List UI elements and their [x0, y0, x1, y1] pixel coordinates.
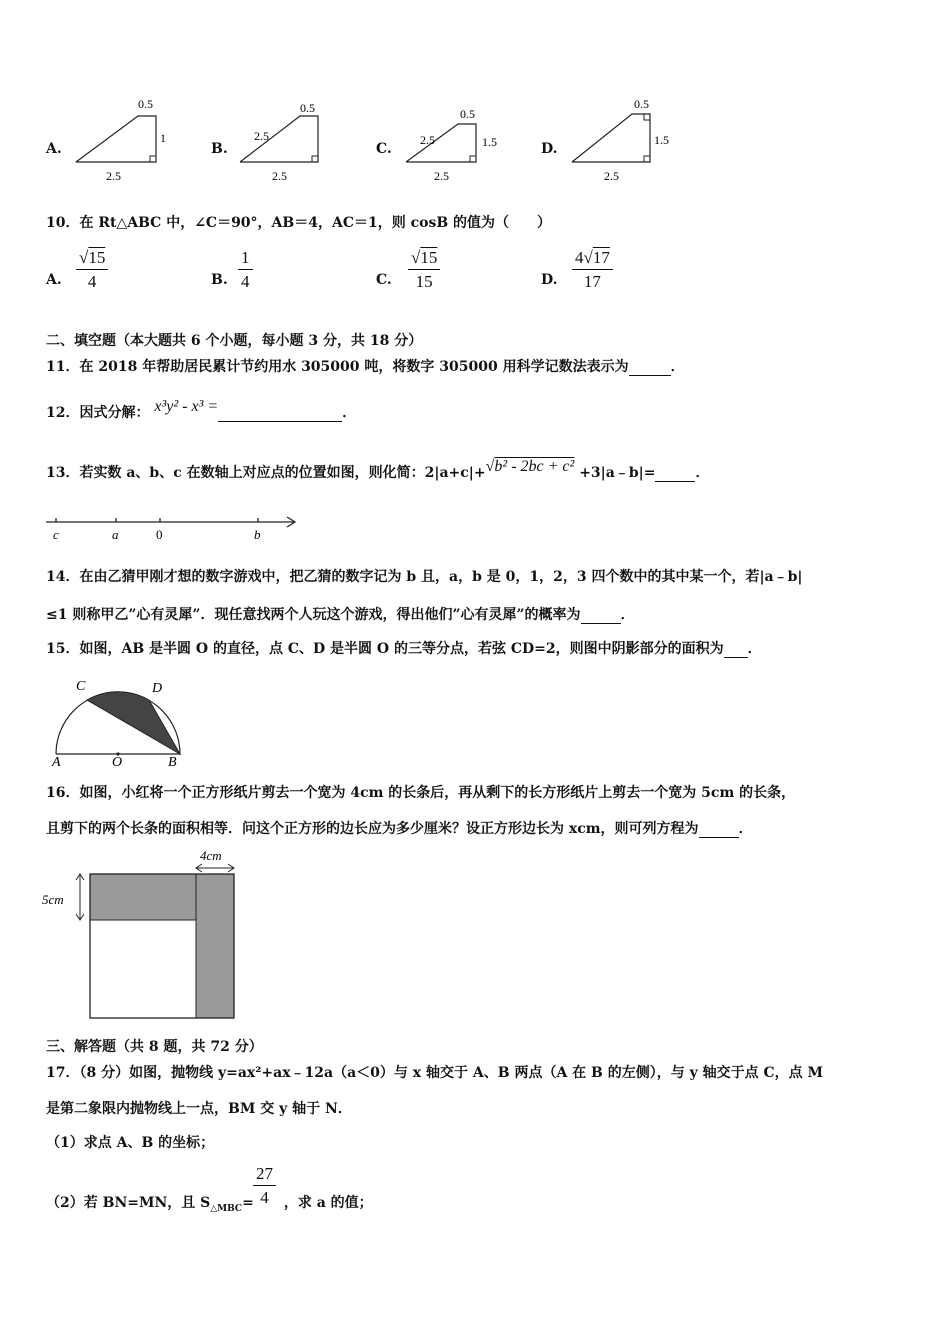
answer-blank-13 — [655, 465, 695, 482]
section-3-heading: 三、解答题（共 8 题，共 72 分） — [46, 1039, 263, 1055]
q10-option-d-coef: 4 — [575, 248, 584, 267]
option-a-side: 1 — [160, 131, 166, 145]
question-14-text: ≤1 则称甲乙”心有灵犀”．现任意找两个人玩这个游戏，得出他们”心有灵犀”的概率为 — [46, 607, 581, 623]
question-10: 10．在 Rt△ABC 中，∠C＝90°，AB＝4，AC＝1，则 cosB 的值为（ ） — [46, 215, 552, 231]
number-line-label-a: a — [112, 527, 119, 542]
semicircle-label-o: O — [112, 755, 123, 768]
question-17-part2-eq: = — [242, 1195, 254, 1211]
q10-option-a-label: A. — [46, 272, 62, 288]
q10-option-d-den: 17 — [583, 272, 601, 291]
question-14-line2: ≤1 则称甲乙”心有灵犀”．现任意找两个人玩这个游戏，得出他们”心有灵犀”的概率为 ． — [46, 607, 635, 623]
option-c-top: 0.5 — [460, 107, 475, 121]
question-16-line1: 16．如图，小红将一个正方形纸片剪去一个宽为 4cm 的长条后，再从剩下的长方形纸片上剪去一个宽为 5cm 的长条， — [46, 785, 796, 801]
question-15: 15．如图，AB 是半圆 O 的直径，点 C、D 是半圆 O 的三等分点，若弦 CD=2，则图中阴影部分的面积为 ． — [46, 641, 762, 657]
option-d-figure — [566, 96, 676, 188]
answer-blank-11 — [629, 359, 671, 376]
q10-option-a-den: 4 — [87, 272, 97, 291]
semicircle-label-b: B — [168, 755, 177, 768]
q10-option-b-label: B. — [211, 272, 228, 288]
answer-blank-15 — [724, 641, 748, 658]
question-17-part1: （1）求点 A、B 的坐标； — [46, 1135, 215, 1151]
q10-option-b-den: 4 — [241, 272, 250, 291]
question-17-part2-subscript: △MBC — [210, 1203, 243, 1214]
q10-option-c-fraction: $\frac{√15}{15}$ — [408, 248, 440, 292]
square-top-label: 4cm — [200, 848, 222, 863]
question-13-text: 13．若实数 a、b、c 在数轴上对应点的位置如图，则化简：2|a+c|+ — [46, 465, 486, 481]
option-d-bottom: 2.5 — [604, 169, 619, 183]
q10-option-a-radicand: 15 — [88, 248, 106, 267]
question-17-line1: 17．（8 分）如图，抛物线 y=ax²+ax﹣12a（a＜0）与 x 轴交于 A、B 两点（A 在 B 的左侧），与 y 轴交于点 C，点 M — [46, 1065, 824, 1081]
question-17-part2-text: （2）若 BN=MN，且 S — [46, 1195, 211, 1211]
q10-option-d-radicand: 17 — [592, 248, 610, 267]
section-2-heading: 二、填空题（本大题共 6 个小题，每小题 3 分，共 18 分） — [46, 333, 423, 349]
question-12-expression: x³y² - x³ = — [154, 398, 219, 415]
q10-option-c-radicand: 15 — [420, 248, 438, 267]
question-12-text: 12．因式分解： — [46, 405, 150, 421]
option-d-label: D. — [541, 141, 558, 157]
answer-blank-12 — [218, 405, 342, 422]
question-13-radicand: b² - 2bc + c² — [494, 458, 575, 475]
question-13: 13．若实数 a、b、c 在数轴上对应点的位置如图，则化简：2|a+c|+√b² - 2bc + c² +3|a﹣b|= ． — [46, 458, 710, 481]
question-13-suffix: +3|a﹣b|= — [579, 465, 656, 481]
question-12: 12．因式分解： x³y² - x³ = ． — [46, 398, 357, 421]
answer-blank-14 — [581, 607, 621, 624]
question-11: 11．在 2018 年帮助居民累计节约用水 305000 吨，将数字 305000 用科学记数法表示为 ． — [46, 359, 685, 375]
option-a-label: A. — [46, 141, 62, 157]
option-a-figure — [70, 96, 180, 188]
option-b-figure — [234, 96, 334, 188]
square-side-label: 5cm — [42, 892, 64, 907]
option-c-slant: 2.5 — [420, 133, 435, 147]
option-a-bottom: 2.5 — [106, 169, 121, 183]
question-14-line1: 14．在由乙猜甲刚才想的数字游戏中，把乙猜的数字记为 b 且，a，b 是 0，1，2，3 四个数中的其中某一个，若|a﹣b| — [46, 569, 803, 585]
q10-option-b-num: 1 — [238, 248, 253, 270]
q10-option-c-label: C. — [376, 272, 392, 288]
option-b-top: 0.5 — [300, 101, 315, 115]
question-17-part2-suffix: ，求 a 的值； — [283, 1195, 373, 1211]
semicircle-label-c: C — [76, 679, 86, 694]
semicircle-figure — [48, 672, 198, 768]
option-c-side: 1.5 — [482, 135, 497, 149]
option-c-bottom: 2.5 — [434, 169, 449, 183]
option-a-top: 0.5 — [138, 97, 153, 111]
option-d-side: 1.5 — [654, 133, 669, 147]
q10-option-d-label: D. — [541, 272, 558, 288]
option-b-bottom: 2.5 — [272, 169, 287, 183]
question-16-line2: 且剪下的两个长条的面积相等．问这个正方形的边长应为多少厘米？设正方形边长为 xcm，则可列方程为 ． — [46, 821, 753, 837]
square-figure — [40, 842, 250, 1026]
number-line-label-c: c — [53, 527, 59, 542]
number-line-label-0: 0 — [156, 527, 163, 542]
question-15-text: 15．如图，AB 是半圆 O 的直径，点 C、D 是半圆 O 的三等分点，若弦 CD=2，则图中阴影部分的面积为 — [46, 641, 724, 657]
question-17-part2 — [46, 1192, 373, 1214]
q10-option-a-fraction: $\frac{√15}{4}$ — [76, 248, 108, 292]
question-11-text: 11．在 2018 年帮助居民累计节约用水 305000 吨，将数字 305000 用科学记数法表示为 — [46, 359, 629, 375]
question-17-part2-den: 4 — [260, 1188, 269, 1207]
question-17-part2-num: 27 — [253, 1164, 276, 1186]
semicircle-label-d: D — [152, 681, 163, 696]
question-17-part2-fraction — [253, 1164, 276, 1208]
semicircle-label-a: A — [52, 755, 61, 768]
question-17-line2: 是第二象限内抛物线上一点，BM 交 y 轴于 N． — [46, 1101, 352, 1117]
option-b-slant: 2.5 — [254, 129, 269, 143]
q10-option-d-fraction: $\frac{4√17}{17}$ — [572, 248, 613, 292]
number-line-label-b: b — [254, 527, 261, 542]
option-d-top: 0.5 — [634, 97, 649, 111]
q10-option-c-den: 15 — [415, 272, 433, 291]
option-c-label: C. — [376, 141, 392, 157]
question-13-radical: √b² - 2bc + c² — [485, 458, 575, 475]
q10-option-b-fraction — [238, 248, 253, 292]
option-b-label: B. — [211, 141, 228, 157]
answer-blank-16 — [699, 821, 739, 838]
option-c-figure — [400, 96, 510, 188]
number-line — [44, 508, 304, 546]
question-16-text: 且剪下的两个长条的面积相等．问这个正方形的边长应为多少厘米？设正方形边长为 xcm，则可列方程为 — [46, 821, 699, 837]
